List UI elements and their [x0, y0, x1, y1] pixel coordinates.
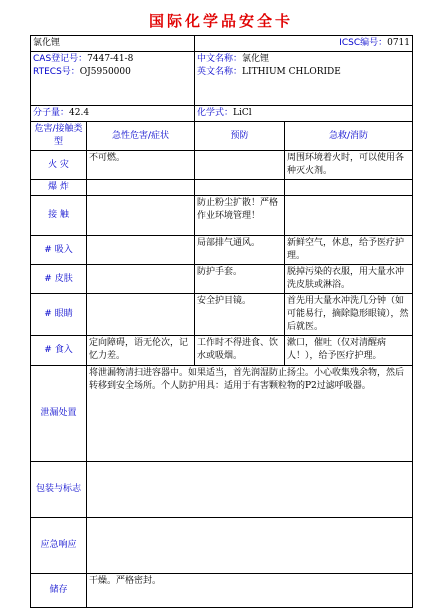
id-left-cell — [31, 52, 195, 106]
row-first-aid-fire: 周围环境着火时，可以使用各种灭火剂。 — [285, 151, 413, 180]
cn-name-value: 氯化锂 — [242, 54, 270, 64]
emergency-label: 应急响应 — [31, 518, 87, 574]
col-hazard-header: 急性危害/症状 — [87, 122, 195, 151]
row-label-contact: 接 触 — [31, 196, 87, 236]
row-hazard-fire: 不可燃。 — [87, 151, 195, 180]
row-label-eyes: # 眼睛 — [31, 294, 87, 336]
emergency-row — [31, 518, 413, 574]
card-title: 国际化学品安全卡 — [148, 12, 293, 30]
row-hazard-skin — [87, 265, 195, 294]
rtecs-value: OJ5950000 — [79, 67, 131, 77]
spill-text: 将泄漏物清扫进容器中。如果适当，首先润湿防止扬尘。小心收集残余物，然后转移到安全场所。个人防护用具：适用于有害颗粒物的P2过滤呼吸器。 — [87, 366, 413, 462]
table-row — [31, 336, 413, 366]
row-prevention-contact: 防止粉尘扩散！严格作业环境管理！ — [195, 196, 285, 236]
table-row — [31, 196, 413, 236]
row-first-aid-skin: 脱掉污染的衣服，用大量水冲洗皮肤或淋浴。 — [285, 265, 413, 294]
row-hazard-inhalation — [87, 236, 195, 265]
col-prevention-header: 预防 — [195, 122, 285, 151]
storage-label: 储存 — [31, 574, 87, 608]
icsc-value: 0711 — [387, 38, 411, 48]
row-prevention-fire — [195, 151, 285, 180]
row-first-aid-ingestion: 漱口，催吐（仅对清醒病人！），给予医疗护理。 — [285, 336, 413, 366]
formula-cell — [195, 106, 413, 122]
mw-label: 分子量： — [33, 108, 70, 118]
en-name-label: 英文名称： — [197, 67, 243, 77]
header-name-cell — [31, 36, 195, 52]
row-prevention-ingestion: 工作时不得进食、饮水或吸烟。 — [195, 336, 285, 366]
row-hazard-eyes — [87, 294, 195, 336]
header-row — [31, 36, 413, 52]
row-label-fire: 火 灾 — [31, 151, 87, 180]
package-row — [31, 462, 413, 518]
storage-row — [31, 574, 413, 608]
table-row — [31, 236, 413, 265]
formula-label: 化学式： — [197, 108, 234, 118]
table-row — [31, 180, 413, 196]
row-hazard-explosion — [87, 180, 195, 196]
cas-label: CAS登记号： — [33, 54, 88, 64]
icsc-cell — [195, 36, 413, 52]
row-prevention-explosion — [195, 180, 285, 196]
id-right-cell — [195, 52, 413, 106]
emergency-text — [87, 518, 413, 574]
row-first-aid-explosion — [285, 180, 413, 196]
cn-name-label: 中文名称： — [197, 54, 243, 64]
row-label-inhalation: # 吸入 — [31, 236, 87, 265]
table-row — [31, 151, 413, 180]
identification-row — [31, 52, 413, 106]
mw-cell — [31, 106, 195, 122]
formula-value: LiCl — [233, 108, 252, 118]
mw-value: 42.4 — [69, 108, 90, 118]
rtecs-label: RTECS号： — [33, 67, 80, 77]
chemical-name: 氯化锂 — [33, 38, 61, 48]
row-label-ingestion: # 食入 — [31, 336, 87, 366]
spill-label: 泄漏处置 — [31, 366, 87, 462]
safety-card-table — [30, 35, 413, 608]
row-prevention-inhalation: 局部排气通风。 — [195, 236, 285, 265]
spill-row — [31, 366, 413, 462]
column-header-row — [31, 122, 413, 151]
row-prevention-eyes: 安全护目镜。 — [195, 294, 285, 336]
row-prevention-skin: 防护手套。 — [195, 265, 285, 294]
table-row — [31, 265, 413, 294]
row-first-aid-inhalation: 新鲜空气，休息，给予医疗护理。 — [285, 236, 413, 265]
row-first-aid-contact — [285, 196, 413, 236]
col-type-header: 危害/接触类型 — [31, 122, 87, 151]
en-name-value: LITHIUM CHLORIDE — [242, 67, 341, 77]
cas-value: 7447-41-8 — [87, 54, 134, 64]
package-label: 包装与标志 — [31, 462, 87, 518]
row-label-skin: # 皮肤 — [31, 265, 87, 294]
table-row — [31, 294, 413, 336]
row-hazard-ingestion: 定向障碍，语无伦次，记忆力差。 — [87, 336, 195, 366]
row-label-explosion: 爆 炸 — [31, 180, 87, 196]
storage-text: 干燥。严格密封。 — [87, 574, 413, 608]
formula-row — [31, 106, 413, 122]
col-first-aid-header: 急救/消防 — [285, 122, 413, 151]
row-first-aid-eyes: 首先用大量水冲洗几分钟（如可能易行，摘除隐形眼镜），然后就医。 — [285, 294, 413, 336]
row-hazard-contact — [87, 196, 195, 236]
icsc-label: ICSC编号： — [339, 38, 388, 48]
package-text — [87, 462, 413, 518]
